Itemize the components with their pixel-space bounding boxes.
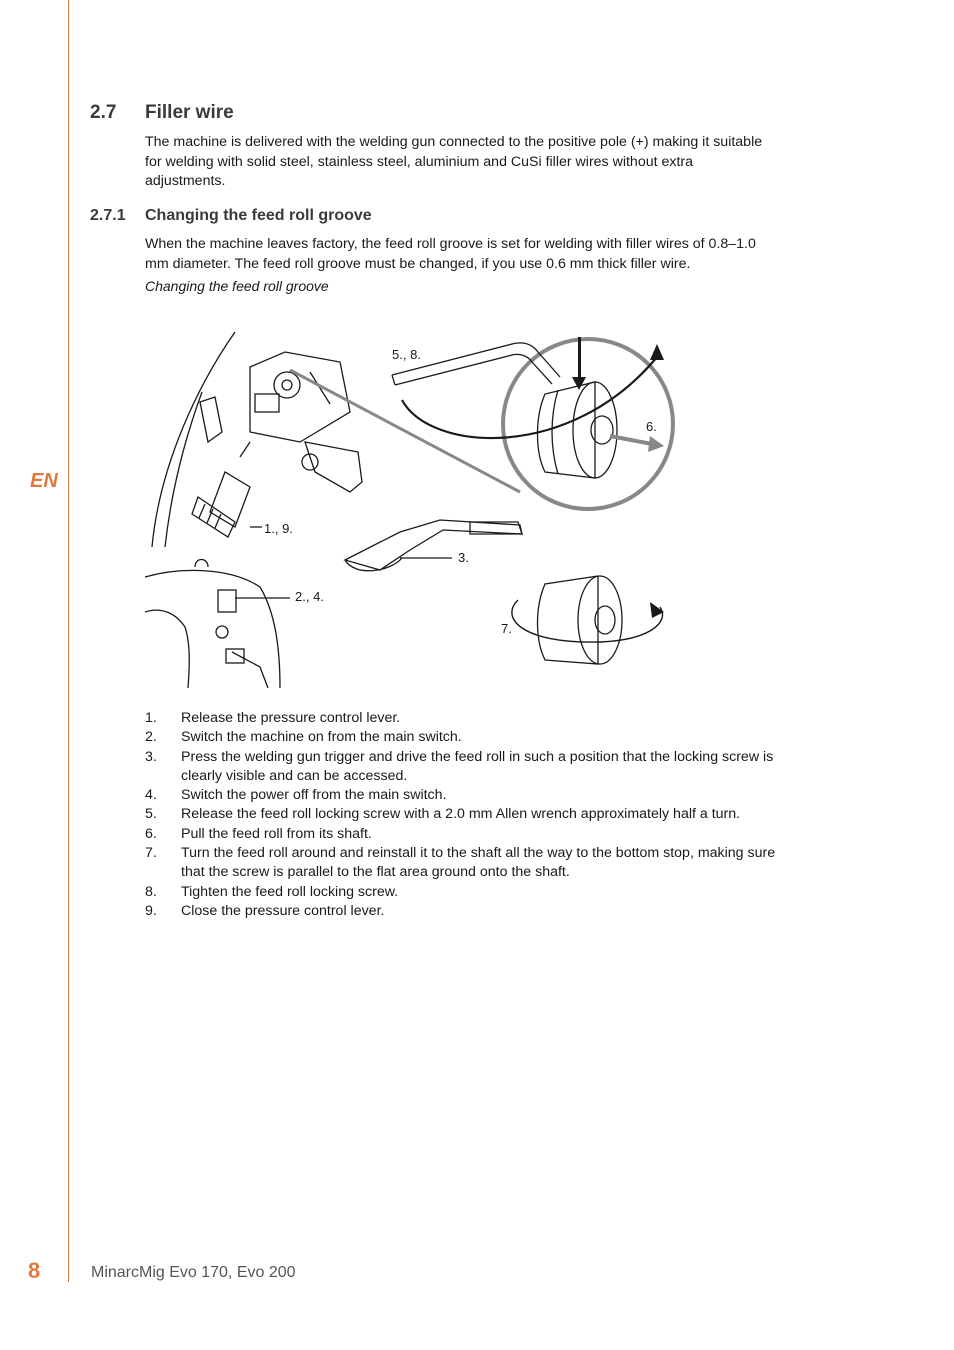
step-number: 3. [145, 748, 157, 765]
figure-label-7: 7. [501, 621, 512, 636]
footer-product: MinarcMig Evo 170, Evo 200 [91, 1264, 296, 1281]
list-item [145, 786, 777, 805]
page-number: 8 [28, 1258, 41, 1283]
figure-label-6: 6. [646, 419, 657, 434]
step-number: 5. [145, 806, 157, 823]
step-text: Switch the machine on from the main switch. [181, 729, 462, 746]
step-number: 1. [145, 710, 157, 726]
list-item [145, 709, 777, 728]
step-number: 8. [145, 883, 157, 900]
list-item [145, 883, 777, 902]
figure-label-3: 3. [458, 550, 469, 565]
feed-roll-drawing [140, 322, 700, 688]
step-number: 9. [145, 902, 157, 919]
section-title: Filler wire [145, 102, 234, 123]
list-item [145, 728, 777, 747]
step-text: Turn the feed roll around and reinstall it to the shaft all the way to the bottom stop, making sure that the screw is parallel to the flat area ground onto the shaft. [181, 845, 776, 881]
list-item [145, 825, 777, 844]
figure-label-1-9: 1., 9. [264, 521, 293, 536]
list-item [145, 805, 777, 824]
section-number: 2.7 [90, 102, 117, 123]
figure-caption: Changing the feed roll groove [145, 278, 329, 294]
subsection-body: When the machine leaves factory, the feed roll groove is set for welding with filler wires of 0.8–1.0 mm diameter. The feed roll groove must be changed, if you use 0.6 mm thick filler wire. [145, 236, 756, 272]
list-item [145, 902, 777, 921]
language-tab: EN [30, 470, 58, 492]
step-text: Tighten the feed roll locking screw. [181, 883, 399, 900]
subsection-number: 2.7.1 [90, 207, 126, 224]
step-text: Release the feed roll locking screw with a 2.0 mm Allen wrench approximately half a turn. [181, 806, 741, 823]
figure-label-2-4: 2., 4. [295, 589, 324, 604]
procedure-steps [145, 709, 777, 921]
list-item [145, 844, 777, 883]
step-number: 7. [145, 845, 157, 862]
step-number: 4. [145, 787, 157, 804]
subsection-title: Changing the feed roll groove [145, 207, 372, 224]
margin-rule [68, 0, 69, 1282]
section-body: The machine is delivered with the welding gun connected to the positive pole (+) making it suitable for welding with solid steel, stainless steel, aluminium and CuSi filler wires without extra adjustments. [145, 134, 763, 189]
list-item [145, 748, 777, 787]
feed-roll-illustration [140, 322, 700, 688]
step-text: Close the pressure control lever. [181, 902, 385, 919]
step-text: Press the welding gun trigger and drive the feed roll in such a position that the locking screw is clearly visible and can be accessed. [181, 748, 774, 784]
step-text: Release the pressure control lever. [181, 710, 401, 726]
figure-label-5-8: 5., 8. [392, 347, 421, 362]
step-number: 6. [145, 825, 157, 842]
step-text: Switch the power off from the main switch. [181, 787, 447, 804]
step-number: 2. [145, 729, 157, 746]
step-text: Pull the feed roll from its shaft. [181, 825, 372, 842]
